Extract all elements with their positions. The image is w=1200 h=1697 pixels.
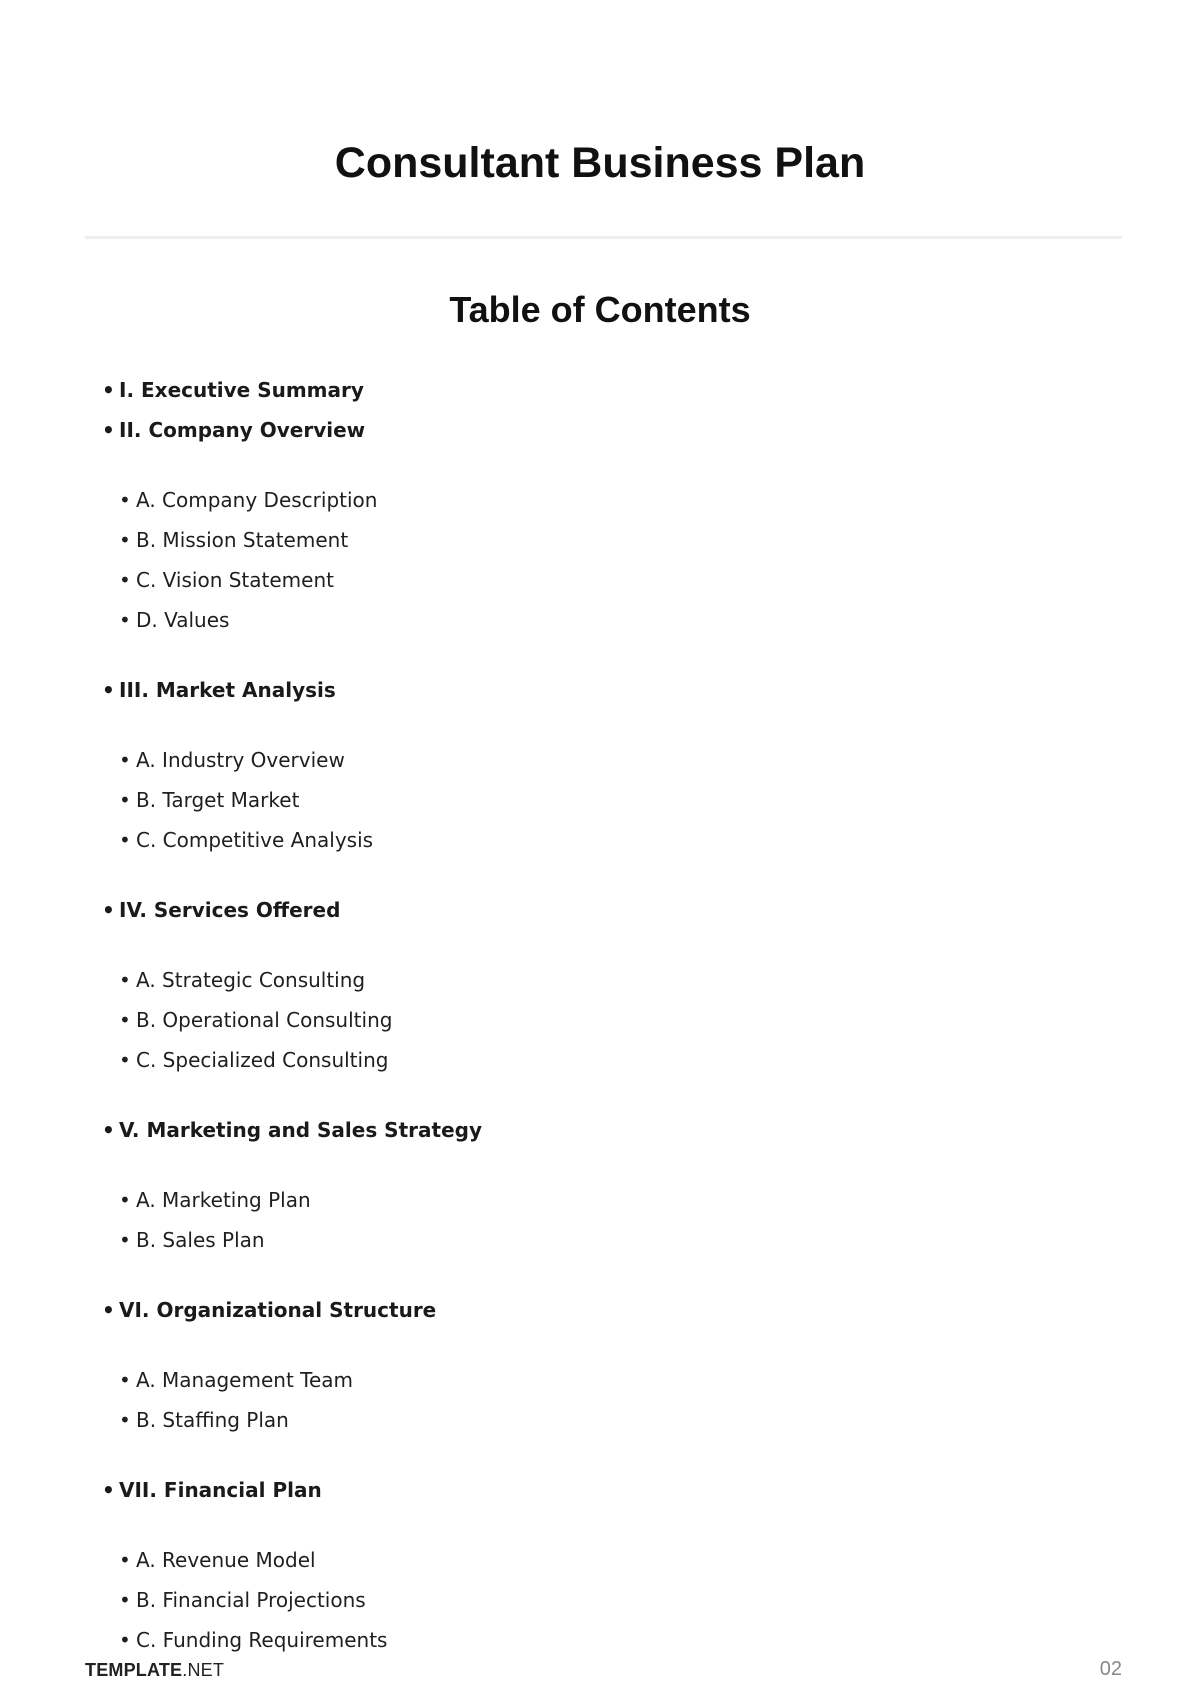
toc-subsection-list bbox=[102, 960, 482, 1080]
title-divider bbox=[85, 236, 1122, 239]
toc-subsection-list bbox=[102, 480, 482, 640]
toc-subsection-item: • B. Operational Consulting bbox=[119, 1000, 482, 1040]
toc-subsection-item: • A. Company Description bbox=[119, 480, 482, 520]
brand-logo bbox=[85, 1659, 224, 1681]
toc-subsection-list bbox=[102, 740, 482, 860]
toc-subsection-item: • A. Industry Overview bbox=[119, 740, 482, 780]
toc-section-label: • II. Company Overview bbox=[102, 410, 482, 450]
toc-subsection-item: • B. Target Market bbox=[119, 780, 482, 820]
toc-subsection-item: • A. Marketing Plan bbox=[119, 1180, 482, 1220]
table-of-contents bbox=[102, 370, 482, 1690]
toc-subsection-item: • B. Mission Statement bbox=[119, 520, 482, 560]
toc-section bbox=[102, 890, 482, 1080]
toc-section-label: • VI. Organizational Structure bbox=[102, 1290, 482, 1330]
toc-heading: Table of Contents bbox=[449, 289, 751, 330]
document-title: Consultant Business Plan bbox=[334, 139, 866, 187]
toc-section bbox=[102, 670, 482, 860]
toc-subsection-item: • A. Management Team bbox=[119, 1360, 482, 1400]
brand-logo-light: .NET bbox=[182, 1660, 225, 1680]
toc-subsection-item: • C. Competitive Analysis bbox=[119, 820, 482, 860]
toc-subsection-item: • C. Vision Statement bbox=[119, 560, 482, 600]
toc-subsection-list bbox=[102, 1540, 482, 1660]
toc-section-label: • V. Marketing and Sales Strategy bbox=[102, 1110, 482, 1150]
toc-section-label: • IV. Services Offered bbox=[102, 890, 482, 930]
toc-section-label: • VII. Financial Plan bbox=[102, 1470, 482, 1510]
page-number: 02 bbox=[1099, 1658, 1122, 1680]
toc-section bbox=[102, 1470, 482, 1660]
toc-section-label: • III. Market Analysis bbox=[102, 670, 482, 710]
toc-subsection-list bbox=[102, 1180, 482, 1260]
toc-subsection-item: • A. Strategic Consulting bbox=[119, 960, 482, 1000]
toc-section bbox=[102, 1110, 482, 1260]
toc-subsection-item: • D. Values bbox=[119, 600, 482, 640]
toc-subsection-list bbox=[102, 1360, 482, 1440]
toc-section-label: • I. Executive Summary bbox=[102, 370, 482, 410]
toc-subsection-item: • B. Sales Plan bbox=[119, 1220, 482, 1260]
toc-subsection-item: • A. Revenue Model bbox=[119, 1540, 482, 1580]
toc-section bbox=[102, 410, 482, 640]
toc-subsection-item: • C. Funding Requirements bbox=[119, 1620, 482, 1660]
toc-subsection-item: • B. Financial Projections bbox=[119, 1580, 482, 1620]
toc-subsection-item: • B. Staffing Plan bbox=[119, 1400, 482, 1440]
toc-subsection-item: • C. Specialized Consulting bbox=[119, 1040, 482, 1080]
toc-section bbox=[102, 370, 482, 410]
brand-logo-strong: TEMPLATE bbox=[85, 1660, 183, 1680]
toc-section bbox=[102, 1290, 482, 1440]
